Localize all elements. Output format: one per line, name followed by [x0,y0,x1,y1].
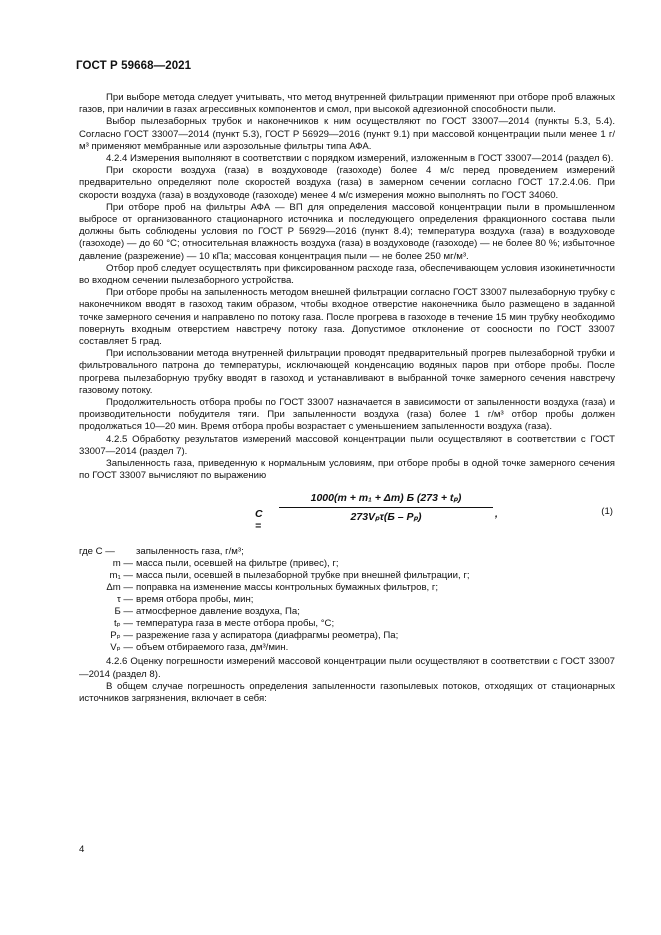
legend-symbol: Б — [114,605,133,617]
paragraph: Запыленность газа, приведенную к нормальным условиям, при отборе пробы в одной точке замерного сечения по ГОСТ 33007 вычисляют по выражению [79,458,615,482]
legend-symbol: m₁ — [109,569,133,581]
legend-symbol: Δm — [106,581,133,593]
paragraph: Выбор пылезаборных трубок и наконечников к ним осуществляют по ГОСТ 33007—2014 (пункты 5.3, 5.4). Согласно ГОСТ 33007—2014 (пункт 5.3), ГОСТ Р 56929—2016 (пункт 9.1) при массовой концентрации пыли менее 1 г/м³ применяют мембранные или аэрозольные фильтры типа АФА. [79,116,615,152]
formula-number: (1) [601,505,613,517]
paragraph: Продолжительность отбора пробы по ГОСТ 33007 назначается в зависимости от запыленности воздуха (газа) и производительности побудителя тяги. При запыленности воздуха (газа) более 1 г/м³ отбор пробы должен продолжаться 10—20 мин. Время отбора пробы возрастает с уменьшением запыленности воздуха (газа). [79,397,615,433]
formula-numerator: 1000(m + m₁ + Δm) Б (273 + tₚ) [310,491,462,504]
page-number: 4 [79,844,85,855]
legend-row [79,558,615,570]
fraction-bar [279,507,493,508]
legend-text: масса пыли, осевшей на фильтре (привес), г; [136,557,339,569]
paragraph: Отбор проб следует осуществлять при фиксированном расходе газа, обеспечивающем условия изокинетичности во входном сечении пылезаборного устройства. [79,262,615,287]
paragraph: При использовании метода внутренней фильтрации проводят предварительный прогрев пылезаборной трубки и фильтровального патрона до температуры, исключающей конденсацию водяных паров при отборе пробы. После прогрева пылезаборную трубку вводят в газоход и устанавливают в выбранной точке замерного сечения навстречу газовому потоку. [79,348,615,396]
legend-row [79,570,615,582]
legend-row [79,642,615,654]
variable-legend [79,546,615,655]
formula-terminator: , [495,507,498,520]
standard-designation: ГОСТ Р 59668—2021 [76,60,192,72]
formula-block [79,490,615,542]
document-body [79,92,615,705]
formula-denominator: 273Vₚτ(Б – Pₚ) [350,510,422,523]
legend-symbol: m — [112,557,133,569]
legend-row [79,594,615,606]
paragraph: При отборе проб на фильтры АФА — ВП для определения массовой концентрации пыли в промышленном выбросе от организованного стационарного источника и последующего определения фракционного состава пыли должны быть соблюдены условия по ГОСТ Р 56929—2016 (пункт 8.4); температура воздуха (газа) в воздуховоде (газоходе) — до 60 °С; относительная влажность воздуха (газа) в воздуховоде (газоходе) — не более 80 %; избыточное давление (разрежение) — 10 кПа; массовая концентрация пыли — не более 250 мг/м³. [79,201,615,262]
formula-fraction [279,492,493,523]
legend-symbol: Pₚ — [110,630,133,642]
paragraph: 4.2.6 Оценку погрешности измерений массовой концентрации пыли осуществляют в соответствии с ГОСТ 33007—2014 (раздел 8). [79,656,615,680]
legend-text: время отбора пробы, мин; [136,593,254,605]
paragraph: 4.2.4 Измерения выполняют в соответствии с порядком измерений, изложенным в ГОСТ 33007—2014 (раздел 6). [106,153,614,165]
legend-row [79,546,615,558]
legend-text: температура газа в месте отбора пробы, °С; [136,618,335,630]
legend-symbol: tₚ — [113,618,133,630]
legend-text: атмосферное давление воздуха, Па; [136,605,300,617]
paragraph: При выборе метода следует учитывать, что метод внутренней фильтрации применяют при отборе проб влажных газов, при наличии в газах агрессивных компонентов и смол, при высокой адгезионной способности пыли. [79,92,615,116]
paragraph: 4.2.5 Обработку результатов измерений массовой концентрации пыли осуществляют в соответствии с ГОСТ 33007—2014 (раздел 7). [79,433,615,457]
legend-text: масса пыли, осевшей в пылезаборной трубке при внешней фильтрации, г; [136,569,470,581]
legend-text: запыленность газа, г/м³; [136,545,244,557]
legend-text: поправка на изменение массы контрольных бумажных фильтров, г; [136,581,439,593]
formula-lhs: C = [255,507,263,532]
legend-text: разрежение газа у аспиратора (диафрагмы реометра), Па; [136,630,399,642]
legend-row [79,630,615,642]
legend-row [79,618,615,630]
paragraph: При отборе пробы на запыленность методом внешней фильтрации согласно ГОСТ 33007 пылезаборную трубку с наконечником вводят в газоход таким образом, чтобы входное отверстие наконечника было размещено в заданной точке замерного сечения и направлено по потоку газа. После прогрева в газоходе в течение 15 мин трубку необходимо повернуть входным отверстием навстречу потоку газа. Допустимое отклонение от соосности по ГОСТ 33007 составляет 5 град. [79,287,615,348]
legend-row [79,606,615,618]
legend-symbol: Vₚ — [110,642,133,654]
legend-text: объем отбираемого газа, дм³/мин. [136,642,289,654]
paragraph: В общем случае погрешность определения запыленности газопылевых потоков, отходящих от стационарных источников загрязнения, включает в себя: [79,680,615,704]
paragraph: При скорости воздуха (газа) в воздуховоде (газоходе) более 4 м/с перед проведением измерений предварительно определяют поле скоростей воздуха (газа) в замерном сечении согласно ГОСТ 17.2.4.06. При скорости воздуха (газа) в воздуховоде (газоходе) менее 4 м/с измерения можно выполнять по ГОСТ 34060. [79,165,615,201]
legend-symbol: где C — [79,545,115,557]
legend-row [79,582,615,594]
legend-symbol: τ — [116,593,133,605]
